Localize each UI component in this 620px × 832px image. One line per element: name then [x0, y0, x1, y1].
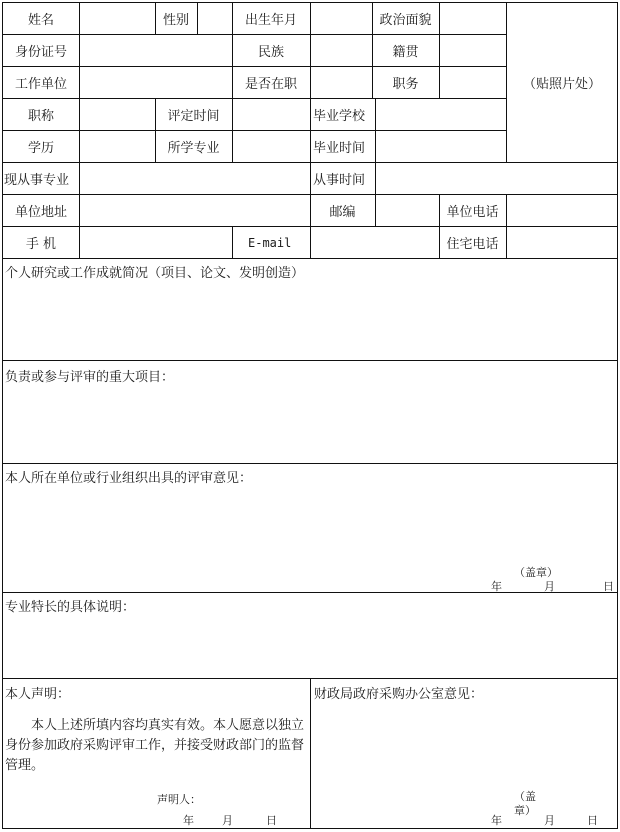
bureau-stamp-note: （盖 — [514, 790, 536, 803]
label-native-place: 籍贯 — [392, 45, 419, 60]
evaluation-date-month: 月 — [544, 580, 555, 593]
label-eval-time: 评定时间 — [167, 109, 220, 124]
label-political-status: 政治面貌 — [379, 13, 432, 28]
declaration-date-month: 月 — [222, 814, 233, 827]
label-name: 姓名 — [27, 13, 54, 28]
rule — [2, 258, 618, 259]
rule — [439, 2, 440, 98]
rule — [2, 360, 618, 361]
label-position: 职务 — [392, 77, 419, 92]
rule — [232, 98, 233, 162]
section-achievements: 个人研究或工作成就简况（项目、论文、发明创造） — [5, 266, 305, 281]
label-major: 所学专业 — [167, 141, 220, 156]
label-education: 学历 — [27, 141, 54, 156]
declaration-date-day: 日 — [266, 814, 277, 827]
rule — [2, 828, 618, 829]
label-id-number: 身份证号 — [14, 45, 67, 60]
rule — [2, 463, 618, 464]
evaluation-stamp-note: （盖章） — [514, 566, 558, 579]
photo-placeholder: （贴照片处） — [522, 77, 601, 92]
rule — [506, 194, 507, 258]
section-major-projects: 负责或参与评审的重大项目： — [5, 370, 175, 385]
rule — [2, 592, 618, 593]
label-engaged-time: 从事时间 — [313, 173, 366, 188]
rule — [375, 98, 376, 194]
label-unit-address: 单位地址 — [14, 205, 67, 220]
label-ethnicity: 民族 — [257, 45, 284, 60]
bureau-stamp-note-cut: 章） — [514, 804, 536, 817]
label-work-unit: 工作单位 — [14, 77, 67, 92]
label-grad-time: 毕业时间 — [313, 141, 366, 156]
declaration-date-year: 年 — [183, 814, 194, 827]
rule — [310, 2, 311, 98]
rule — [617, 2, 618, 829]
label-current-specialty: 现从事专业 — [4, 173, 70, 188]
bureau-stamp-clip — [514, 802, 554, 817]
label-title: 职称 — [27, 109, 54, 124]
label-birth-date: 出生年月 — [244, 13, 297, 28]
label-unit-phone: 单位电话 — [446, 205, 499, 220]
rule — [375, 194, 376, 226]
bureau-date-year: 年 — [491, 814, 502, 827]
declaration-title: 本人声明： — [5, 687, 71, 702]
rule — [310, 678, 311, 828]
rule — [197, 2, 198, 34]
label-email: E-mail — [248, 235, 292, 250]
label-postcode: 邮编 — [329, 205, 356, 220]
rule — [79, 2, 80, 258]
rule — [232, 226, 233, 258]
declaration-body: 本人上述所填内容均真实有效。本人愿意以独立身份参加政府采购评审工作，并接受财政部门的监督管理。 — [5, 718, 305, 773]
section-specialty-description: 专业特长的具体说明： — [5, 600, 136, 615]
evaluation-date-day: 日 — [603, 580, 614, 593]
evaluation-date-year: 年 — [491, 580, 502, 593]
label-grad-school: 毕业学校 — [313, 109, 366, 124]
label-mobile: 手 机 — [25, 237, 57, 252]
bureau-date-month: 月 — [544, 814, 555, 827]
label-home-phone: 住宅电话 — [446, 237, 499, 252]
label-gender: 性别 — [162, 13, 189, 28]
bureau-opinion-title: 财政局政府采购办公室意见： — [314, 687, 484, 702]
label-employed: 是否在职 — [244, 77, 297, 92]
declarant-label: 声明人： — [157, 793, 201, 806]
section-evaluation-opinion: 本人所在单位或行业组织出具的评审意见： — [5, 471, 253, 486]
bureau-date-day: 日 — [587, 814, 598, 827]
